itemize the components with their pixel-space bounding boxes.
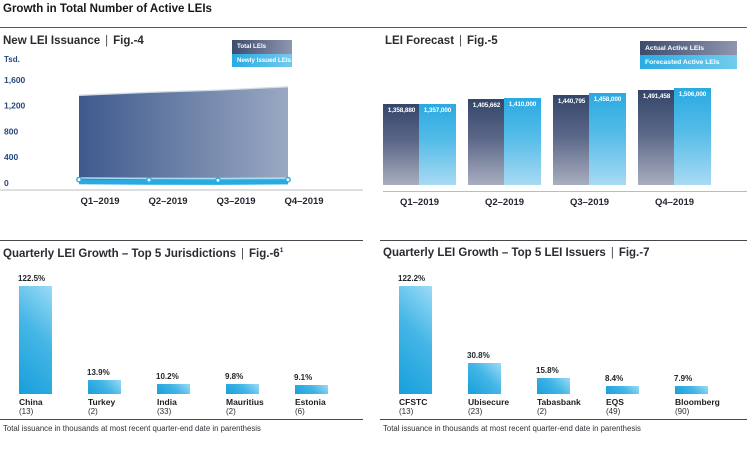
fig4-title: New LEI Issuance | Fig.-4 (3, 35, 144, 47)
fig5-x-label-2: Q2–2019 (484, 197, 525, 208)
bar-value-label: 1,458,000 (593, 95, 622, 103)
pct-label-Tabasbank: 15.8% (536, 366, 559, 375)
category-name-EQS: EQS (606, 397, 624, 407)
fig4-y-axis-unit: Tsd. (4, 55, 20, 64)
pct-label-Estonia: 9.1% (294, 373, 313, 382)
fig4-plot (0, 32, 363, 212)
category-total-India: (33) (157, 407, 172, 416)
fig5-plot (383, 32, 747, 212)
fig4-legend-total-leis: Total LEIs (232, 40, 292, 54)
fig6-bottom-divider (0, 419, 363, 420)
bar-value-label: 1,357,000 (423, 106, 452, 114)
newly-issued-marker-Q3–2019 (216, 178, 220, 182)
fig4-x-label-3: Q3–2019 (216, 196, 256, 207)
fig4-x-label-4: Q4–2019 (284, 196, 324, 207)
growth-bar-India (157, 384, 190, 394)
category-name-Tabasbank: Tabasbank (537, 397, 581, 407)
forecast-bar-Q3–2019 (589, 93, 626, 185)
newly-issued-marker-Q4–2019 (286, 178, 290, 182)
fig4-y-tick-800: 800 (4, 126, 19, 137)
newly-issued-line-highlight (79, 178, 288, 179)
growth-bar-Turkey (88, 380, 121, 394)
fig5-baseline (383, 191, 747, 192)
category-total-EQS: (49) (606, 407, 621, 416)
category-total-Estonia: (6) (295, 407, 305, 416)
category-name-Turkey: Turkey (88, 397, 116, 407)
fig5-x-label-1: Q1–2019 (399, 197, 440, 208)
fig6-plot (0, 246, 363, 421)
growth-bar-China (19, 286, 52, 394)
pct-label-Mauritius: 9.8% (225, 372, 244, 381)
bar-value-label: 1,506,000 (678, 90, 707, 98)
category-total-China: (13) (19, 407, 34, 416)
fig7-plot (380, 246, 747, 421)
newly-issued-marker-Q1–2019 (77, 177, 81, 181)
pct-label-Ubisecure: 30.8% (467, 351, 490, 360)
category-name-India: India (157, 397, 177, 407)
total-leis-area (79, 87, 288, 183)
fig4-panel (0, 32, 363, 212)
fig5-x-label-3: Q3–2019 (569, 197, 610, 208)
actual-bar-Q4–2019 (638, 90, 675, 185)
bar-value-label: 1,405,662 (472, 101, 501, 109)
fig5-legend-actual: Actual Active LEIs (640, 41, 737, 55)
fig4-y-tick-400: 400 (4, 152, 19, 163)
growth-bar-Estonia (295, 385, 328, 394)
growth-bar-Tabasbank (537, 378, 570, 394)
fig4-y-tick-0: 0 (4, 178, 9, 188)
forecast-bar-Q4–2019 (674, 88, 711, 185)
fig4-y-tick-1600: 1,600 (4, 74, 26, 85)
pct-label-China: 122.5% (18, 274, 46, 283)
actual-bar-Q3–2019 (553, 95, 590, 185)
forecast-bar-Q2–2019 (504, 98, 541, 185)
growth-bar-EQS (606, 386, 639, 394)
fig5-title: LEI Forecast | Fig.-5 (385, 35, 498, 47)
fig5-legend-forecasted: Forecasted Active LEIs (640, 55, 737, 69)
category-name-Bloomberg: Bloomberg (675, 397, 720, 407)
category-name-China: China (19, 397, 43, 407)
category-name-CFSTC: CFSTC (399, 397, 428, 407)
category-name-Estonia: Estonia (295, 397, 326, 407)
bar-value-label: 1,491,458 (642, 92, 671, 100)
fig4-x-label-2: Q2–2019 (148, 196, 188, 207)
fig7-footnote: Total issuance in thousands at most recent quarter-end date in parenthesis (383, 424, 641, 433)
fig6-panel (0, 246, 363, 464)
fig7-top-divider (380, 240, 747, 241)
actual-bar-Q1–2019 (383, 104, 420, 185)
category-total-CFSTC: (13) (399, 407, 414, 416)
pct-label-Turkey: 13.9% (87, 368, 110, 377)
growth-bar-Mauritius (226, 384, 259, 394)
fig6-footnote: Total issuance in thousands at most recent quarter-end date in parenthesis (3, 424, 261, 433)
category-total-Turkey: (2) (88, 407, 98, 416)
pct-label-CFSTC: 122.2% (398, 274, 426, 283)
fig7-title: Quarterly LEI Growth – Top 5 LEI Issuers | Fig.-7 (383, 247, 650, 259)
fig5-panel (383, 32, 747, 212)
growth-bar-CFSTC (399, 286, 432, 394)
category-name-Mauritius: Mauritius (226, 397, 264, 407)
bar-value-label: 1,358,880 (387, 106, 416, 114)
category-total-Tabasbank: (2) (537, 407, 547, 416)
page-title: Growth in Total Number of Active LEIs (3, 3, 212, 15)
category-name-Ubisecure: Ubisecure (468, 397, 510, 407)
bar-value-label: 1,410,000 (508, 100, 537, 108)
fig4-y-tick-1200: 1,200 (4, 100, 26, 111)
fig7-bottom-divider (380, 419, 747, 420)
header-divider (0, 27, 747, 28)
newly-issued-marker-Q2–2019 (147, 178, 151, 182)
forecast-bar-Q1–2019 (419, 104, 456, 185)
pct-label-India: 10.2% (156, 372, 179, 381)
fig6-title: Quarterly LEI Growth – Top 5 Jurisdictions | $Fig.-6^1$ (3, 247, 284, 260)
actual-bar-Q2–2019 (468, 99, 505, 185)
fig7-panel (380, 246, 747, 464)
fig6-footnote-marker: 1 (279, 247, 284, 254)
newly-issued-line (79, 182, 288, 183)
category-total-Bloomberg: (90) (675, 407, 690, 416)
pct-label-EQS: 8.4% (605, 374, 624, 383)
bar-value-label: 1,440,795 (557, 97, 586, 105)
fig4-x-label-1: Q1–2019 (80, 196, 120, 207)
fig6-top-divider (0, 240, 363, 241)
growth-bar-Ubisecure (468, 363, 501, 394)
category-total-Ubisecure: (23) (468, 407, 483, 416)
fig5-x-label-4: Q4–2019 (654, 197, 695, 208)
category-total-Mauritius: (2) (226, 407, 236, 416)
fig4-legend-newly-issued: Newly Issued LEIs (232, 54, 292, 68)
growth-bar-Bloomberg (675, 386, 708, 394)
pct-label-Bloomberg: 7.9% (674, 374, 693, 383)
